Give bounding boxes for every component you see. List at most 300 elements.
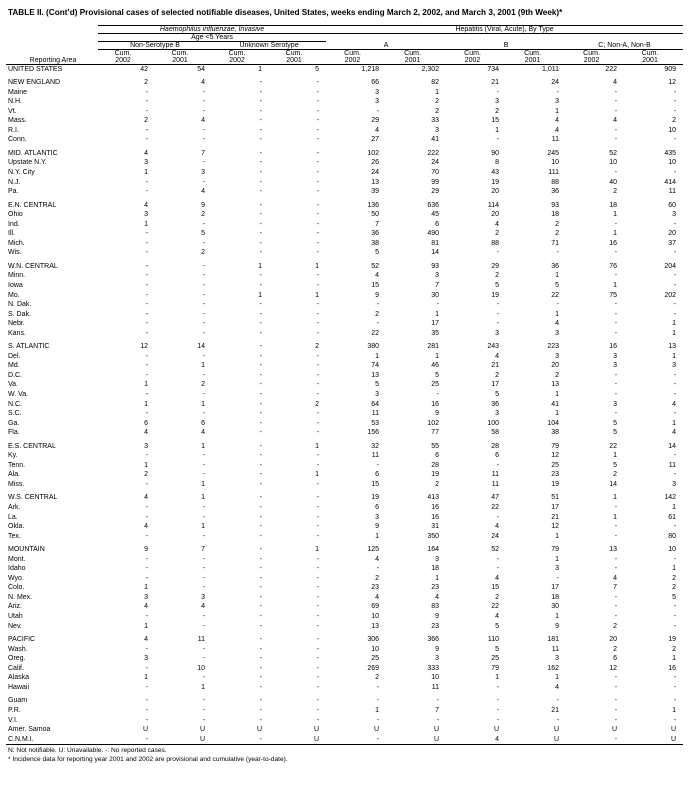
row-value: - bbox=[316, 272, 320, 280]
row-value: 4 bbox=[144, 149, 148, 157]
row-value: - bbox=[259, 159, 262, 167]
row-value: - bbox=[259, 442, 262, 450]
row-value: 22 bbox=[551, 291, 560, 299]
header-year-9: 2002 bbox=[583, 56, 600, 64]
row-value: - bbox=[316, 461, 320, 469]
row-value: 2 bbox=[201, 249, 205, 257]
table-row bbox=[6, 64, 683, 74]
row-value: 1,218 bbox=[361, 65, 380, 73]
row-area-label: Hawaii bbox=[8, 683, 30, 691]
row-value: 2 bbox=[613, 188, 618, 196]
row-value: U bbox=[373, 726, 380, 734]
row-value: 20 bbox=[668, 230, 677, 238]
row-area-label: Minn. bbox=[8, 272, 26, 280]
row-value: - bbox=[556, 301, 560, 309]
table-row bbox=[6, 716, 683, 726]
row-area-label: Maine bbox=[8, 88, 28, 96]
row-value: - bbox=[316, 362, 320, 370]
row-value: - bbox=[673, 391, 677, 398]
header-age-under-5: Age <5 Years bbox=[98, 33, 326, 41]
row-value: 9 bbox=[435, 645, 440, 653]
header-cum-9: Cum. bbox=[583, 49, 600, 57]
row-value: 223 bbox=[547, 343, 560, 351]
row-value: 2 bbox=[315, 343, 320, 351]
row-area-label: Oreg. bbox=[8, 655, 26, 663]
row-value: 79 bbox=[551, 546, 560, 554]
row-value: - bbox=[316, 107, 320, 115]
row-value: - bbox=[614, 168, 618, 176]
row-value: - bbox=[259, 230, 262, 238]
row-area-label: Nebr. bbox=[8, 320, 25, 328]
table-row bbox=[6, 545, 683, 555]
table-row bbox=[6, 555, 683, 565]
row-value: 1 bbox=[201, 400, 205, 408]
row-value: 3 bbox=[495, 329, 500, 337]
row-value: - bbox=[259, 136, 262, 144]
row-value: - bbox=[145, 126, 148, 134]
row-value: 104 bbox=[547, 419, 560, 427]
row-value: - bbox=[259, 513, 262, 521]
row-value: 4 bbox=[375, 555, 380, 563]
row-area-label: Ga. bbox=[8, 419, 20, 427]
row-value: - bbox=[316, 655, 320, 663]
row-value: 4 bbox=[613, 117, 618, 125]
row-value: - bbox=[259, 593, 262, 601]
row-value: - bbox=[202, 504, 205, 512]
header-blank-3 bbox=[326, 33, 683, 41]
row-value: 1 bbox=[672, 504, 677, 512]
row-area-label: La. bbox=[8, 513, 18, 521]
row-value: 1 bbox=[315, 546, 320, 554]
header-hepatitis: Hepatitis (Viral, Acute), By Type bbox=[326, 25, 683, 33]
row-value: - bbox=[145, 301, 148, 309]
row-value: 3 bbox=[201, 168, 205, 176]
row-value: 1 bbox=[258, 291, 262, 299]
row-value: - bbox=[614, 136, 618, 144]
row-area-label: Mass. bbox=[8, 117, 27, 125]
row-value: - bbox=[614, 697, 618, 705]
row-value: 3 bbox=[144, 593, 148, 601]
header-cum-4: Cum. bbox=[285, 49, 303, 57]
row-value: - bbox=[202, 291, 205, 299]
row-value: - bbox=[496, 301, 500, 309]
row-value: 2 bbox=[144, 79, 148, 87]
row-value: 79 bbox=[551, 442, 560, 450]
row-value: 281 bbox=[427, 343, 440, 351]
row-value: 1 bbox=[672, 565, 677, 573]
table-row bbox=[6, 239, 683, 249]
row-value: 3 bbox=[144, 159, 148, 167]
header-cum-6: Cum. bbox=[404, 49, 421, 57]
row-value: 5 bbox=[613, 429, 618, 437]
row-value: - bbox=[316, 410, 320, 418]
row-value: 11 bbox=[431, 683, 440, 691]
row-value: - bbox=[316, 603, 320, 611]
row-value: - bbox=[436, 301, 440, 309]
row-area-label: Wash. bbox=[8, 645, 28, 653]
row-value: 4 bbox=[144, 603, 148, 611]
row-value: 3 bbox=[613, 362, 618, 370]
row-value: - bbox=[614, 301, 618, 309]
row-value: 19 bbox=[551, 480, 560, 488]
row-value: 4 bbox=[495, 613, 500, 621]
row-value: 24 bbox=[431, 159, 440, 167]
row-value: 16 bbox=[431, 513, 440, 521]
row-value: - bbox=[614, 716, 618, 724]
row-value: 1 bbox=[555, 532, 560, 540]
row-value: 51 bbox=[551, 494, 560, 502]
row-value: - bbox=[673, 452, 677, 460]
header-hep-b: B bbox=[446, 41, 566, 49]
row-value: 70 bbox=[431, 168, 440, 176]
row-value: - bbox=[145, 188, 148, 196]
row-value: 3 bbox=[495, 98, 500, 106]
row-value: 17 bbox=[551, 584, 560, 592]
row-value: 13 bbox=[371, 622, 380, 630]
row-value: 76 bbox=[609, 262, 618, 270]
row-value: - bbox=[145, 371, 148, 379]
header-cum-8: Cum. bbox=[524, 49, 541, 57]
row-value: 1 bbox=[435, 310, 440, 318]
row-value: - bbox=[259, 735, 262, 743]
row-value: 13 bbox=[371, 178, 380, 186]
row-value: 11 bbox=[551, 136, 560, 144]
row-value: 20 bbox=[491, 188, 500, 196]
row-value: 22 bbox=[491, 504, 500, 512]
row-value: 83 bbox=[431, 603, 440, 611]
row-value: - bbox=[614, 98, 618, 106]
row-value: 4 bbox=[144, 201, 148, 209]
row-area-label: Mont. bbox=[8, 555, 26, 563]
row-value: 23 bbox=[431, 622, 440, 630]
row-value: 52 bbox=[371, 262, 380, 270]
row-value: - bbox=[259, 178, 262, 186]
row-value: - bbox=[376, 697, 380, 705]
row-value: - bbox=[145, 452, 148, 460]
row-value: 2 bbox=[144, 471, 148, 479]
row-value: - bbox=[202, 697, 205, 705]
row-value: 366 bbox=[427, 636, 440, 644]
row-value: - bbox=[614, 88, 618, 96]
row-value: - bbox=[376, 107, 380, 115]
row-value: - bbox=[673, 613, 677, 621]
row-value: 50 bbox=[371, 211, 380, 219]
row-value: - bbox=[316, 329, 320, 337]
table-row bbox=[6, 442, 683, 452]
row-value: 55 bbox=[431, 442, 440, 450]
row-value: 6 bbox=[613, 655, 618, 663]
row-value: 380 bbox=[367, 343, 380, 351]
row-value: - bbox=[496, 461, 500, 469]
row-value: 10 bbox=[551, 159, 560, 167]
row-value: 222 bbox=[427, 149, 440, 157]
row-value: 1 bbox=[613, 211, 618, 219]
row-value: 909 bbox=[664, 65, 677, 73]
row-value: 18 bbox=[551, 593, 560, 601]
row-value: - bbox=[496, 697, 500, 705]
row-value: 10 bbox=[371, 613, 380, 621]
row-value: - bbox=[316, 117, 320, 125]
row-value: - bbox=[259, 532, 262, 540]
row-area-label: Ill. bbox=[8, 230, 15, 238]
row-value: - bbox=[376, 461, 380, 469]
row-value: 1 bbox=[672, 320, 677, 328]
row-value: 1 bbox=[315, 471, 320, 479]
row-value: 6 bbox=[144, 419, 148, 427]
row-value: 1 bbox=[555, 310, 560, 318]
row-value: - bbox=[145, 88, 148, 96]
row-value: - bbox=[376, 683, 380, 691]
row-value: - bbox=[259, 429, 262, 437]
row-value: 6 bbox=[435, 452, 440, 460]
row-value: - bbox=[145, 513, 148, 521]
row-value: - bbox=[202, 281, 205, 289]
row-value: 12 bbox=[668, 79, 677, 87]
row-value: 3 bbox=[435, 655, 440, 663]
header-year-10: 2001 bbox=[642, 56, 658, 64]
row-value: 125 bbox=[367, 546, 380, 554]
header-hep-c: C; Non-A, Non-B bbox=[566, 41, 683, 49]
table-row bbox=[6, 352, 683, 362]
row-value: - bbox=[376, 716, 380, 724]
row-value: - bbox=[202, 622, 205, 630]
row-value: 6 bbox=[435, 220, 440, 228]
table-row bbox=[6, 97, 683, 107]
row-value: 2 bbox=[555, 371, 560, 379]
row-value: 66 bbox=[371, 79, 380, 87]
row-value: 1 bbox=[201, 442, 205, 450]
table-row bbox=[6, 262, 683, 272]
table-row bbox=[6, 116, 683, 126]
row-value: 93 bbox=[431, 262, 440, 270]
row-value: 1 bbox=[144, 674, 148, 682]
row-area-label: Ky. bbox=[8, 452, 18, 460]
row-value: - bbox=[202, 613, 205, 621]
row-value: 10 bbox=[431, 674, 440, 682]
row-value: 4 bbox=[201, 429, 205, 437]
row-value: - bbox=[202, 471, 205, 479]
row-value: 4 bbox=[375, 593, 380, 601]
row-value: - bbox=[202, 310, 205, 318]
row-area-label: S. ATLANTIC bbox=[8, 343, 50, 351]
row-value: - bbox=[259, 622, 262, 630]
row-value: U bbox=[493, 726, 500, 734]
row-value: 82 bbox=[431, 79, 440, 87]
table-row bbox=[6, 503, 683, 513]
row-value: 41 bbox=[551, 400, 560, 408]
row-value: 25 bbox=[551, 461, 560, 469]
row-value: - bbox=[614, 613, 618, 621]
row-value: 3 bbox=[495, 410, 500, 418]
table-row bbox=[6, 664, 683, 674]
row-value: 4 bbox=[435, 593, 440, 601]
row-value: - bbox=[376, 301, 380, 309]
row-value: - bbox=[202, 98, 205, 106]
row-value: 1 bbox=[201, 494, 205, 502]
row-value: - bbox=[614, 735, 618, 743]
row-value: - bbox=[316, 494, 320, 502]
row-area-label: Kans. bbox=[8, 329, 26, 337]
row-value: 10 bbox=[668, 126, 677, 134]
row-value: - bbox=[496, 136, 500, 144]
row-value: - bbox=[673, 523, 677, 531]
row-value: - bbox=[673, 136, 677, 144]
row-area-label: Va. bbox=[8, 381, 18, 389]
row-value: 36 bbox=[491, 400, 500, 408]
row-area-label: W.N. CENTRAL bbox=[8, 262, 58, 270]
row-value: - bbox=[202, 301, 205, 309]
row-value: 5 bbox=[495, 645, 500, 653]
row-value: - bbox=[145, 352, 148, 360]
row-value: - bbox=[145, 329, 148, 337]
row-value: - bbox=[259, 329, 262, 337]
row-value: 5 bbox=[201, 230, 205, 238]
table-row bbox=[6, 168, 683, 178]
row-value: 2 bbox=[435, 107, 440, 115]
table-row bbox=[6, 622, 683, 632]
row-value: 23 bbox=[371, 584, 380, 592]
row-value: - bbox=[316, 593, 320, 601]
row-value: - bbox=[673, 301, 677, 309]
row-value: 1 bbox=[555, 555, 560, 563]
row-value: - bbox=[376, 565, 380, 573]
row-value: - bbox=[259, 683, 262, 691]
table-row bbox=[6, 187, 683, 197]
row-value: 38 bbox=[551, 429, 560, 437]
row-value: 164 bbox=[427, 546, 440, 554]
row-value: 16 bbox=[609, 239, 618, 247]
row-value: 1 bbox=[435, 88, 440, 96]
row-value: 9 bbox=[375, 291, 380, 299]
row-value: 7 bbox=[201, 149, 205, 157]
row-value: 114 bbox=[487, 201, 500, 209]
row-value: 6 bbox=[495, 452, 500, 460]
row-value: 69 bbox=[371, 603, 380, 611]
row-value: 21 bbox=[491, 362, 500, 370]
row-value: 5 bbox=[672, 593, 677, 601]
table-row bbox=[6, 329, 683, 339]
row-value: 3 bbox=[435, 126, 440, 134]
row-value: 38 bbox=[371, 239, 380, 247]
row-value: - bbox=[259, 480, 262, 488]
row-value: 11 bbox=[551, 645, 560, 653]
table-row bbox=[6, 390, 683, 400]
row-value: 3 bbox=[375, 391, 380, 398]
table-row bbox=[6, 107, 683, 117]
table-row bbox=[6, 248, 683, 258]
row-value: - bbox=[316, 79, 320, 87]
table-row bbox=[6, 706, 683, 716]
row-value: 1 bbox=[201, 480, 205, 488]
row-value: - bbox=[145, 107, 148, 115]
row-value: 3 bbox=[555, 352, 560, 360]
row-value: 4 bbox=[495, 574, 500, 582]
row-value: 1 bbox=[144, 220, 148, 228]
row-area-label: Calif. bbox=[8, 664, 24, 672]
row-value: - bbox=[316, 452, 320, 460]
row-value: 6 bbox=[201, 419, 205, 427]
row-value: 1 bbox=[555, 107, 560, 115]
header-cum-3: Cum. bbox=[228, 49, 246, 57]
row-value: - bbox=[673, 716, 677, 724]
row-value: - bbox=[202, 272, 205, 280]
row-value: - bbox=[145, 664, 148, 672]
row-value: 5 bbox=[435, 371, 440, 379]
table-row bbox=[6, 210, 683, 220]
row-area-label: C.N.M.I. bbox=[8, 735, 34, 743]
row-area-label: N. Dak. bbox=[8, 301, 32, 309]
row-value: 58 bbox=[491, 429, 500, 437]
row-value: - bbox=[202, 126, 205, 134]
row-value: 3 bbox=[435, 272, 440, 280]
row-area-label: MID. ATLANTIC bbox=[8, 149, 58, 157]
row-value: - bbox=[316, 310, 320, 318]
row-value: 1 bbox=[672, 655, 677, 663]
row-value: 64 bbox=[371, 400, 380, 408]
row-value: - bbox=[673, 88, 677, 96]
row-value: - bbox=[496, 320, 500, 328]
row-value: - bbox=[673, 555, 677, 563]
row-value: - bbox=[259, 98, 262, 106]
row-value: 42 bbox=[140, 65, 148, 73]
row-value: - bbox=[316, 565, 320, 573]
header-year-8: 2001 bbox=[524, 56, 541, 64]
row-value: - bbox=[259, 281, 262, 289]
row-value: - bbox=[316, 320, 320, 328]
row-value: 15 bbox=[491, 584, 500, 592]
table-row bbox=[6, 593, 683, 603]
row-value: - bbox=[202, 461, 205, 469]
row-value: 10 bbox=[371, 645, 380, 653]
row-value: U bbox=[671, 726, 677, 734]
row-value: 1 bbox=[672, 329, 677, 337]
row-value: - bbox=[673, 249, 677, 257]
row-area-label: Upstate N.Y. bbox=[8, 159, 47, 167]
row-value: - bbox=[259, 362, 262, 370]
table-row bbox=[6, 126, 683, 136]
row-value: - bbox=[202, 532, 205, 540]
row-value: 28 bbox=[431, 461, 440, 469]
table-body bbox=[6, 64, 683, 744]
row-value: - bbox=[496, 249, 500, 257]
row-value: - bbox=[673, 98, 677, 106]
row-area-label: Del. bbox=[8, 352, 21, 360]
row-area-label: S. Dak. bbox=[8, 310, 31, 318]
row-value: 1 bbox=[375, 706, 380, 714]
row-value: - bbox=[496, 310, 500, 318]
table-row bbox=[6, 635, 683, 645]
row-value: 46 bbox=[431, 362, 440, 370]
row-value: - bbox=[202, 555, 205, 563]
row-value: 13 bbox=[609, 546, 618, 554]
row-value: 1 bbox=[613, 494, 618, 502]
row-area-label: Fla. bbox=[8, 429, 20, 437]
row-value: - bbox=[316, 239, 320, 247]
row-value: 26 bbox=[371, 159, 380, 167]
row-value: - bbox=[145, 565, 148, 573]
row-value: - bbox=[673, 471, 677, 479]
row-value: - bbox=[145, 239, 148, 247]
row-value: 7 bbox=[613, 584, 618, 592]
row-value: - bbox=[259, 603, 262, 611]
row-value: 19 bbox=[491, 291, 500, 299]
row-value: 4 bbox=[613, 79, 618, 87]
table-row bbox=[6, 88, 683, 98]
table-row bbox=[6, 602, 683, 612]
row-value: - bbox=[259, 381, 262, 389]
row-value: U bbox=[433, 735, 440, 743]
row-value: - bbox=[202, 655, 205, 663]
